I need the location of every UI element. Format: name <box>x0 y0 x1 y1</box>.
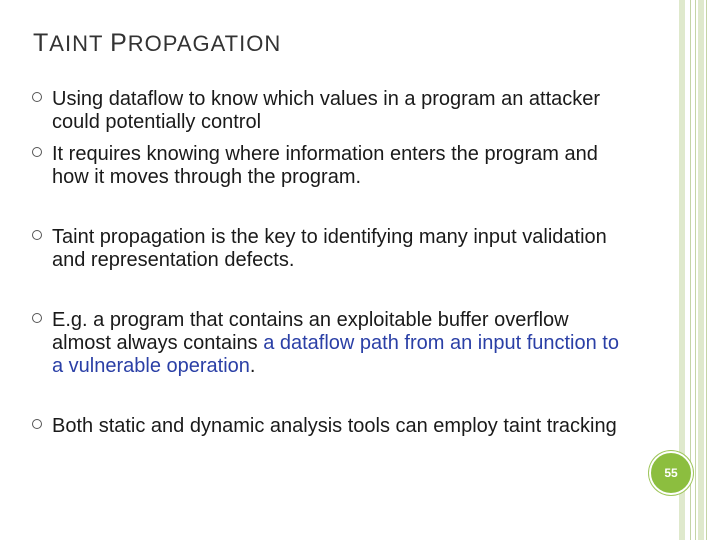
bullet-circle-icon <box>32 92 42 102</box>
title-text: AINT <box>49 31 111 56</box>
bullet-text <box>52 309 632 378</box>
title-text: ROPAGATION <box>127 31 282 56</box>
frame-band-inner <box>698 0 704 540</box>
page-number-badge <box>649 451 693 495</box>
page-number: 55 <box>664 466 678 480</box>
title-initial: T <box>33 29 50 57</box>
slide-title <box>33 29 281 58</box>
bullet-text-plain: E.g. a program that contains an exploitable buffer overflow almost always contains <box>52 309 569 354</box>
bullet-circle-icon <box>32 419 42 429</box>
bullet-text: It requires knowing where information enters the program and how it moves through the program. <box>52 143 598 188</box>
frame-line <box>706 0 707 540</box>
bullet-text-highlight: a dataflow path from an input function to a vulnerable operation <box>52 332 619 377</box>
bullet-text: Using dataflow to know which values in a program an attacker could potentially control <box>52 88 601 133</box>
bullet-circle-icon <box>32 147 42 157</box>
title-initial: P <box>110 29 128 57</box>
bullet-text-plain: . <box>249 355 256 377</box>
bullet-text: Both static and dynamic analysis tools can employ taint tracking <box>52 415 617 437</box>
frame-line <box>695 0 696 540</box>
bullet-circle-icon <box>32 230 42 240</box>
frame-line <box>690 0 691 540</box>
bullet-circle-icon <box>32 313 42 323</box>
bullet-text: Taint propagation is the key to identifying many input validation and representation defects. <box>52 226 607 271</box>
